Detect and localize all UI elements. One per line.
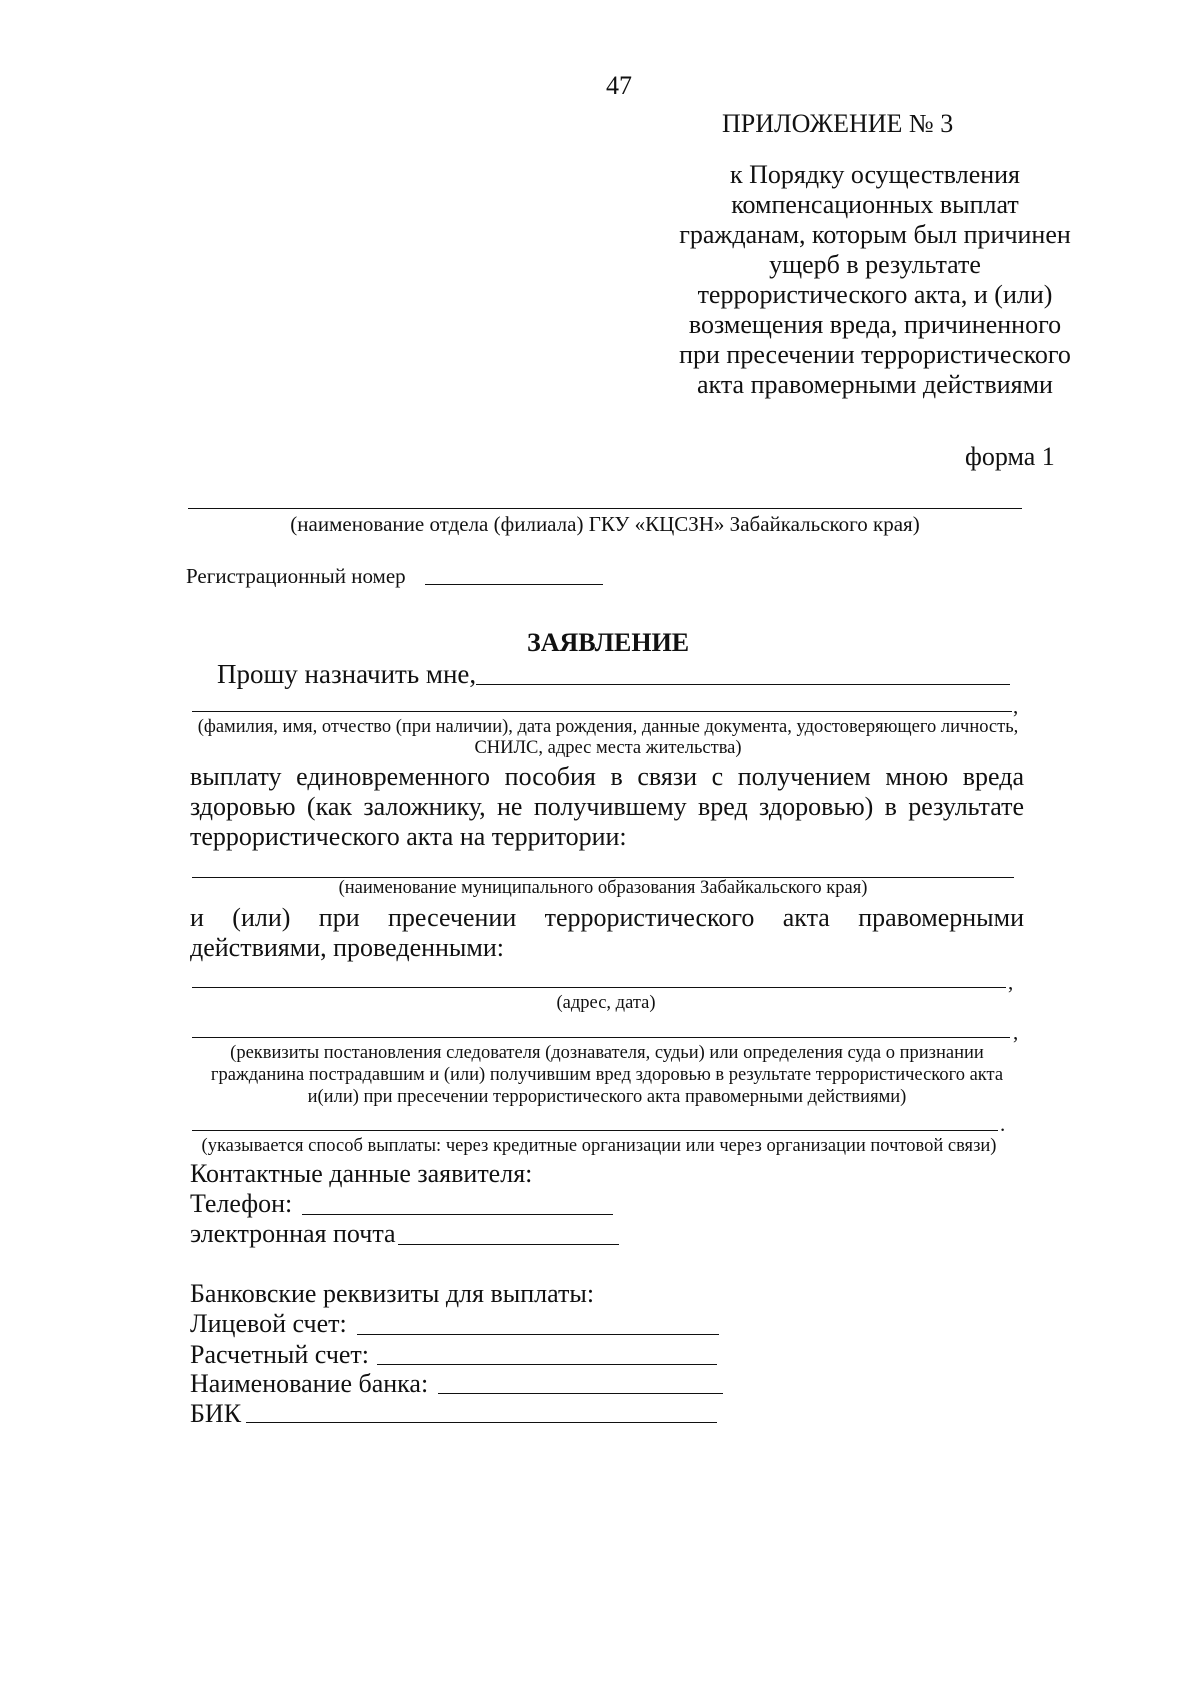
applicant-field-1[interactable] xyxy=(476,684,1010,685)
body-paragraph-1-line-1: выплату единовременного пособия в связи с получением мною вреда xyxy=(190,762,1024,791)
email-field[interactable] xyxy=(398,1244,619,1245)
resolution-caption-line-1: (реквизиты постановления следователя (дознавателя, судьи) или определения суда о признании xyxy=(230,1043,984,1063)
phone-field[interactable] xyxy=(302,1214,613,1215)
settlement-field[interactable] xyxy=(377,1364,717,1365)
applicant-caption-line-2: СНИЛС, адрес места жительства) xyxy=(474,738,742,758)
applicant-field-2[interactable] xyxy=(192,711,1012,712)
request-intro: Прошу назначить мне, xyxy=(217,659,477,689)
appendix-line: возмещения вреда, причиненного xyxy=(688,310,1062,339)
body-paragraph-2-line-1: и (или) при пресечении террористического акта правомерными xyxy=(190,903,1024,932)
bik-field[interactable] xyxy=(246,1422,717,1423)
registration-number-field[interactable] xyxy=(425,584,603,585)
appendix-title: ПРИЛОЖЕНИЕ № 3 xyxy=(722,109,954,138)
resolution-caption-line-2: гражданина пострадавшим и (или) получившим вред здоровью в результате террористического акта xyxy=(210,1065,1004,1085)
phone-label: Телефон: xyxy=(190,1189,293,1218)
municipality-caption: (наименование муниципального образования Забайкальского края) xyxy=(338,878,868,898)
bank-name-field[interactable] xyxy=(438,1393,723,1394)
period-mark: . xyxy=(1000,1112,1006,1136)
form-label: форма 1 xyxy=(965,442,1055,471)
body-paragraph-1-line-3: террористического акта на территории: xyxy=(190,822,627,851)
registration-label: Регистрационный номер xyxy=(186,564,406,588)
appendix-line: гражданам, которым был причинен xyxy=(679,220,1071,249)
body-paragraph-2-line-2: действиями, проведенными: xyxy=(190,933,504,962)
applicant-caption-line-1: (фамилия, имя, отчество (при наличии), дата рождения, данные документа, удостоверяющего личность, xyxy=(197,717,1019,737)
comma-mark: , xyxy=(1008,970,1014,994)
bik-label: БИК xyxy=(190,1399,242,1428)
department-field[interactable] xyxy=(188,508,1022,509)
resolution-caption-line-3: и(или) при пресечении террористического акта правомерными действиями) xyxy=(307,1087,907,1107)
statement-title: ЗАЯВЛЕНИЕ xyxy=(527,628,690,657)
resolution-field[interactable] xyxy=(192,1037,1010,1038)
department-caption: (наименование отдела (филиала) ГКУ «КЦСЗН» Забайкальского края) xyxy=(290,512,920,536)
settlement-label: Расчетный счет: xyxy=(190,1340,370,1369)
appendix-line: акта правомерными действиями xyxy=(697,370,1053,399)
appendix-line: компенсационных выплат xyxy=(731,190,1019,219)
appendix-line: террористического акта, и (или) xyxy=(697,280,1053,309)
appendix-line: к Порядку осуществления xyxy=(729,160,1021,189)
appendix-subtitle xyxy=(640,160,1110,400)
page-number: 47 xyxy=(606,71,632,100)
comma-mark: , xyxy=(1013,1020,1019,1044)
email-label: электронная почта xyxy=(190,1219,396,1248)
body-paragraph-1-line-2: здоровью (как заложнику, не получившему вред здоровью) в результате xyxy=(190,792,1024,821)
bank-name-label: Наименование банка: xyxy=(190,1369,429,1398)
payment-method-field[interactable] xyxy=(192,1130,998,1131)
address-caption: (адрес, дата) xyxy=(556,993,656,1013)
contacts-heading: Контактные данные заявителя: xyxy=(190,1159,533,1188)
comma-mark: , xyxy=(1013,694,1019,718)
account-label: Лицевой счет: xyxy=(190,1309,347,1338)
account-field[interactable] xyxy=(357,1334,719,1335)
address-date-field[interactable] xyxy=(192,987,1006,988)
appendix-line: при пресечении террористического xyxy=(679,340,1071,369)
payment-method-caption: (указывается способ выплаты: через кредитные организации или через организации почтовой связи) xyxy=(201,1136,997,1156)
appendix-line: ущерб в результате xyxy=(769,250,981,279)
bank-heading: Банковские реквизиты для выплаты: xyxy=(190,1279,595,1308)
